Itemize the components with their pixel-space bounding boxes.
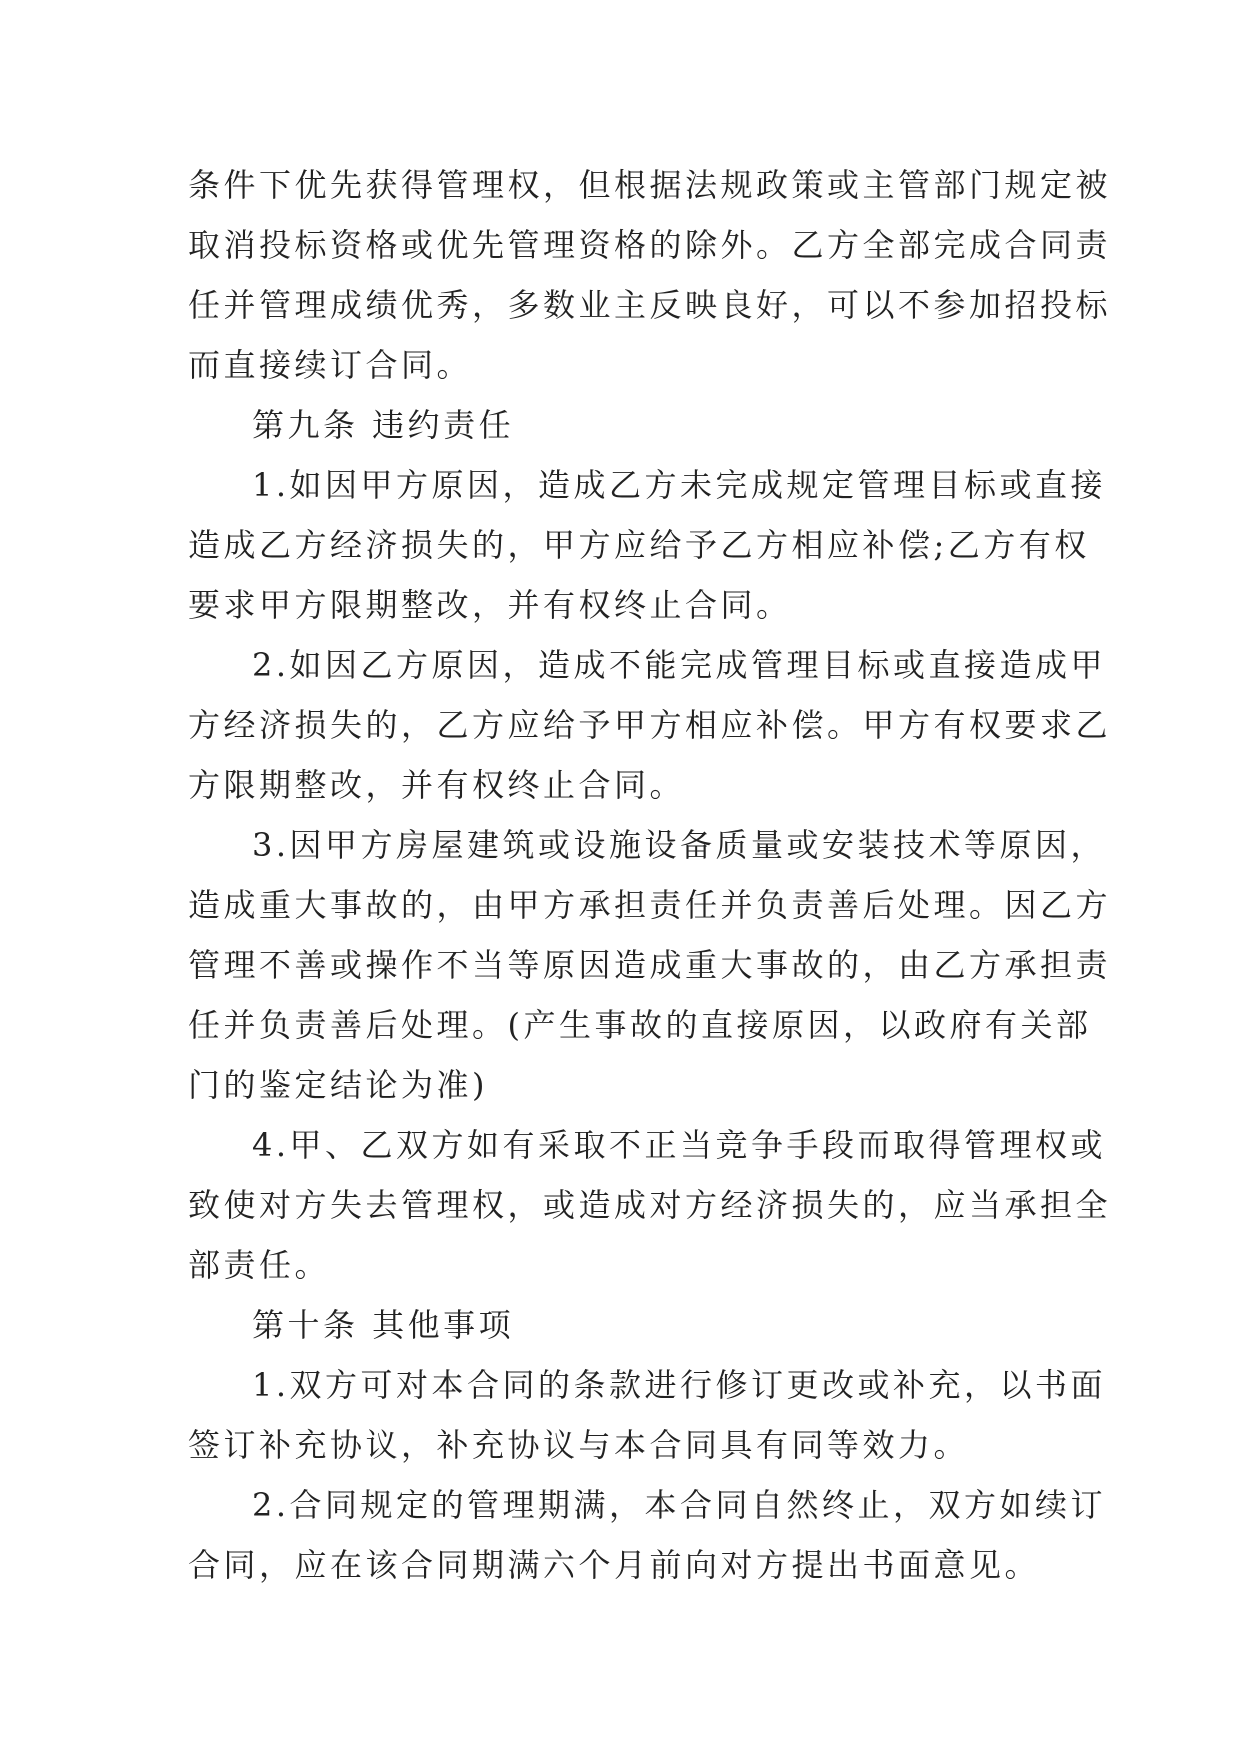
clause-10-2 [188,1475,1107,1595]
text-line: 任并负责善后处理。(产生事故的直接原因，以政府有关部 [188,1006,1092,1044]
text-line: 致使对方失去管理权，或造成对方经济损失的，应当承担全 [188,1186,1112,1224]
heading-line: 第九条 违约责任 [252,406,515,444]
text-line: 造成重大事故的，由甲方承担责任并负责善后处理。因乙方 [188,886,1112,924]
clause-9-3 [188,815,1112,1115]
text-line: 2.合同规定的管理期满，本合同自然终止，双方如续订 [252,1486,1107,1524]
text-line: 任并管理成绩优秀，多数业主反映良好，可以不参加招投标 [188,286,1112,324]
text-line: 1.如因甲方原因，造成乙方未完成规定管理目标或直接 [252,466,1107,504]
text-line: 取消投标资格或优先管理资格的除外。乙方全部完成合同责 [188,226,1112,264]
text-line: 2.如因乙方原因，造成不能完成管理目标或直接造成甲 [252,646,1107,684]
clause-10-1 [188,1355,1107,1475]
text-line: 方限期整改，并有权终止合同。 [188,766,686,804]
clause-9-1 [188,455,1107,635]
text-line: 1.双方可对本合同的条款进行修订更改或补充，以书面 [252,1366,1107,1404]
section-heading-article-9 [188,395,1048,455]
document-body [188,155,1112,1595]
text-line: 要求甲方限期整改，并有权终止合同。 [188,586,792,624]
clause-9-2 [188,635,1112,815]
text-line: 管理不善或操作不当等原因造成重大事故的，由乙方承担责 [188,946,1112,984]
paragraph-continued [188,155,1112,395]
text-line: 方经济损失的，乙方应给予甲方相应补偿。甲方有权要求乙 [188,706,1112,744]
text-line: 造成乙方经济损失的，甲方应给予乙方相应补偿;乙方有权 [188,526,1090,564]
text-line: 3.因甲方房屋建筑或设施设备质量或安装技术等原因， [252,826,1107,864]
text-line: 部责任。 [188,1246,331,1284]
clause-9-4 [188,1115,1112,1295]
text-line: 条件下优先获得管理权，但根据法规政策或主管部门规定被 [188,166,1112,204]
text-line: 而直接续订合同。 [188,346,473,384]
text-line: 合同，应在该合同期满六个月前向对方提出书面意见。 [188,1546,1041,1584]
text-line: 签订补充协议，补充协议与本合同具有同等效力。 [188,1426,970,1464]
heading-line: 第十条 其他事项 [252,1306,515,1344]
text-line: 门的鉴定结论为准) [188,1066,488,1104]
text-line: 4.甲、乙双方如有采取不正当竞争手段而取得管理权或 [252,1126,1107,1164]
section-heading-article-10 [188,1295,1048,1355]
